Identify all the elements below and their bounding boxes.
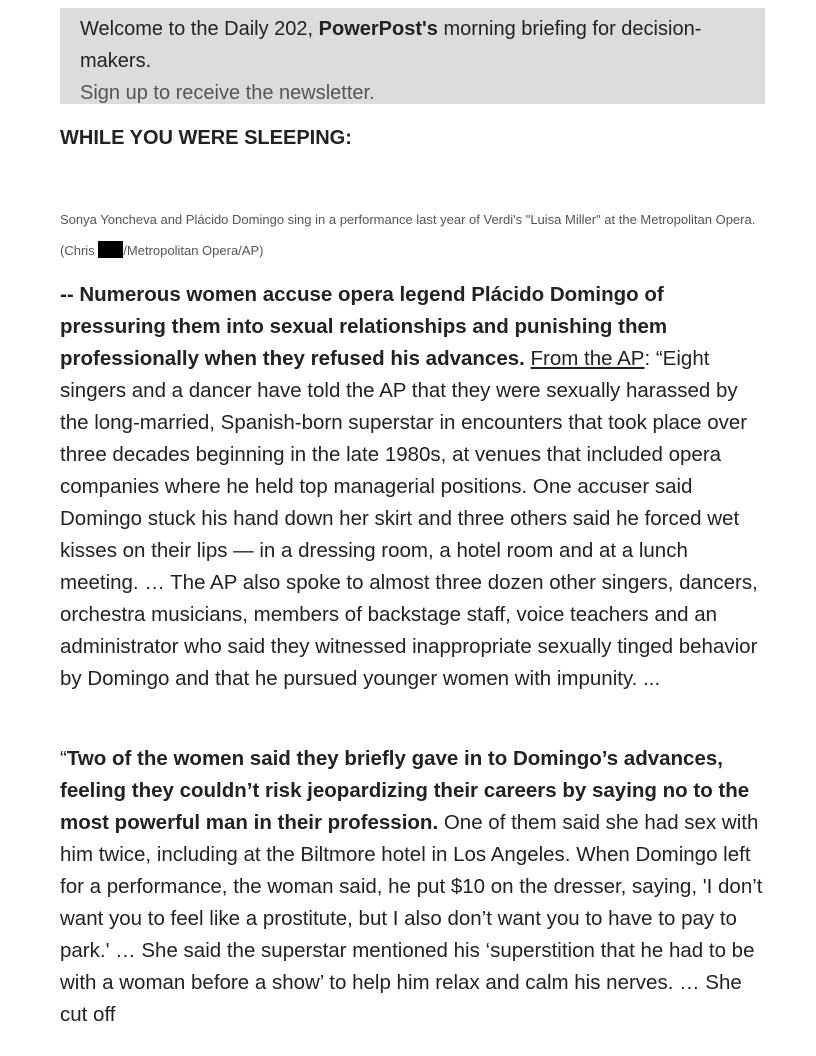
opening-quote: “	[60, 747, 67, 770]
photo-caption	[60, 204, 760, 266]
paragraph-1-body: : “Eight singers and a dancer have told the AP that they were sexually harassed by the long-married, Spanish-born superstar in encounters that took place over three decades beginning in the late 1980s, at venues that included opera companies where he held top managerial positions. One accuser said Domingo stuck his hand down her skirt and three others said he forced wet kisses on their lips — in a dressing room, a hotel room and at a lunch meeting. … The AP also spoke to almost three dozen other singers, dancers, orchestra musicians, members of backstage staff, voice teachers and an administrator who said they witnessed inappropriate sexually tinged behavior by Domingo and that he pursued younger women with impunity. ...	[60, 347, 758, 690]
section-heading: WHILE YOU WERE SLEEPING:	[60, 127, 352, 149]
redaction-block	[98, 241, 123, 258]
newsletter-banner	[60, 8, 765, 104]
article-paragraph-2	[60, 743, 765, 1031]
caption-credit: /Metropolitan Opera/AP)	[123, 243, 264, 258]
from-the-ap-link[interactable]: From the AP	[530, 347, 645, 370]
article-paragraph-1	[60, 279, 765, 695]
signup-link[interactable]: Sign up to receive the newsletter.	[80, 82, 375, 104]
paragraph-2-body: One of them said she had sex with him twice, including at the Biltmore hotel in Los Angeles. When Domingo left for a performance, the woman said, he put $10 on the dresser, saying, 'I don’t want you to feel like a prostitute, but I also don’t want you to have to pay to park.' … She said the superstar mentioned his ‘superstition that he had to be with a woman before a show’ to help him relax and calm his nerves. … She cut off	[60, 811, 763, 1026]
welcome-prefix: Welcome to the Daily 202,	[80, 18, 319, 40]
paragraph-1-lede: -- Numerous women accuse opera legend Plácido Domingo of pressuring them into sexual relationships and punishing them professionally when they refused his advances.	[60, 283, 668, 370]
brand-name: PowerPost's	[318, 18, 438, 40]
paragraph-2-lede: Two of the women said they briefly gave in to Domingo’s advances, feeling they couldn’t risk jeopardizing their careers by saying no to the most powerful man in their profession.	[60, 747, 750, 834]
welcome-line	[80, 13, 745, 77]
caption-text: Sonya Yoncheva and Plácido Domingo sing in a performance last year of Verdi's "Luisa Miller" at the Metropolitan Opera. (Chris	[60, 212, 756, 258]
welcome-suffix: morning briefing for decision-makers.	[80, 18, 702, 72]
